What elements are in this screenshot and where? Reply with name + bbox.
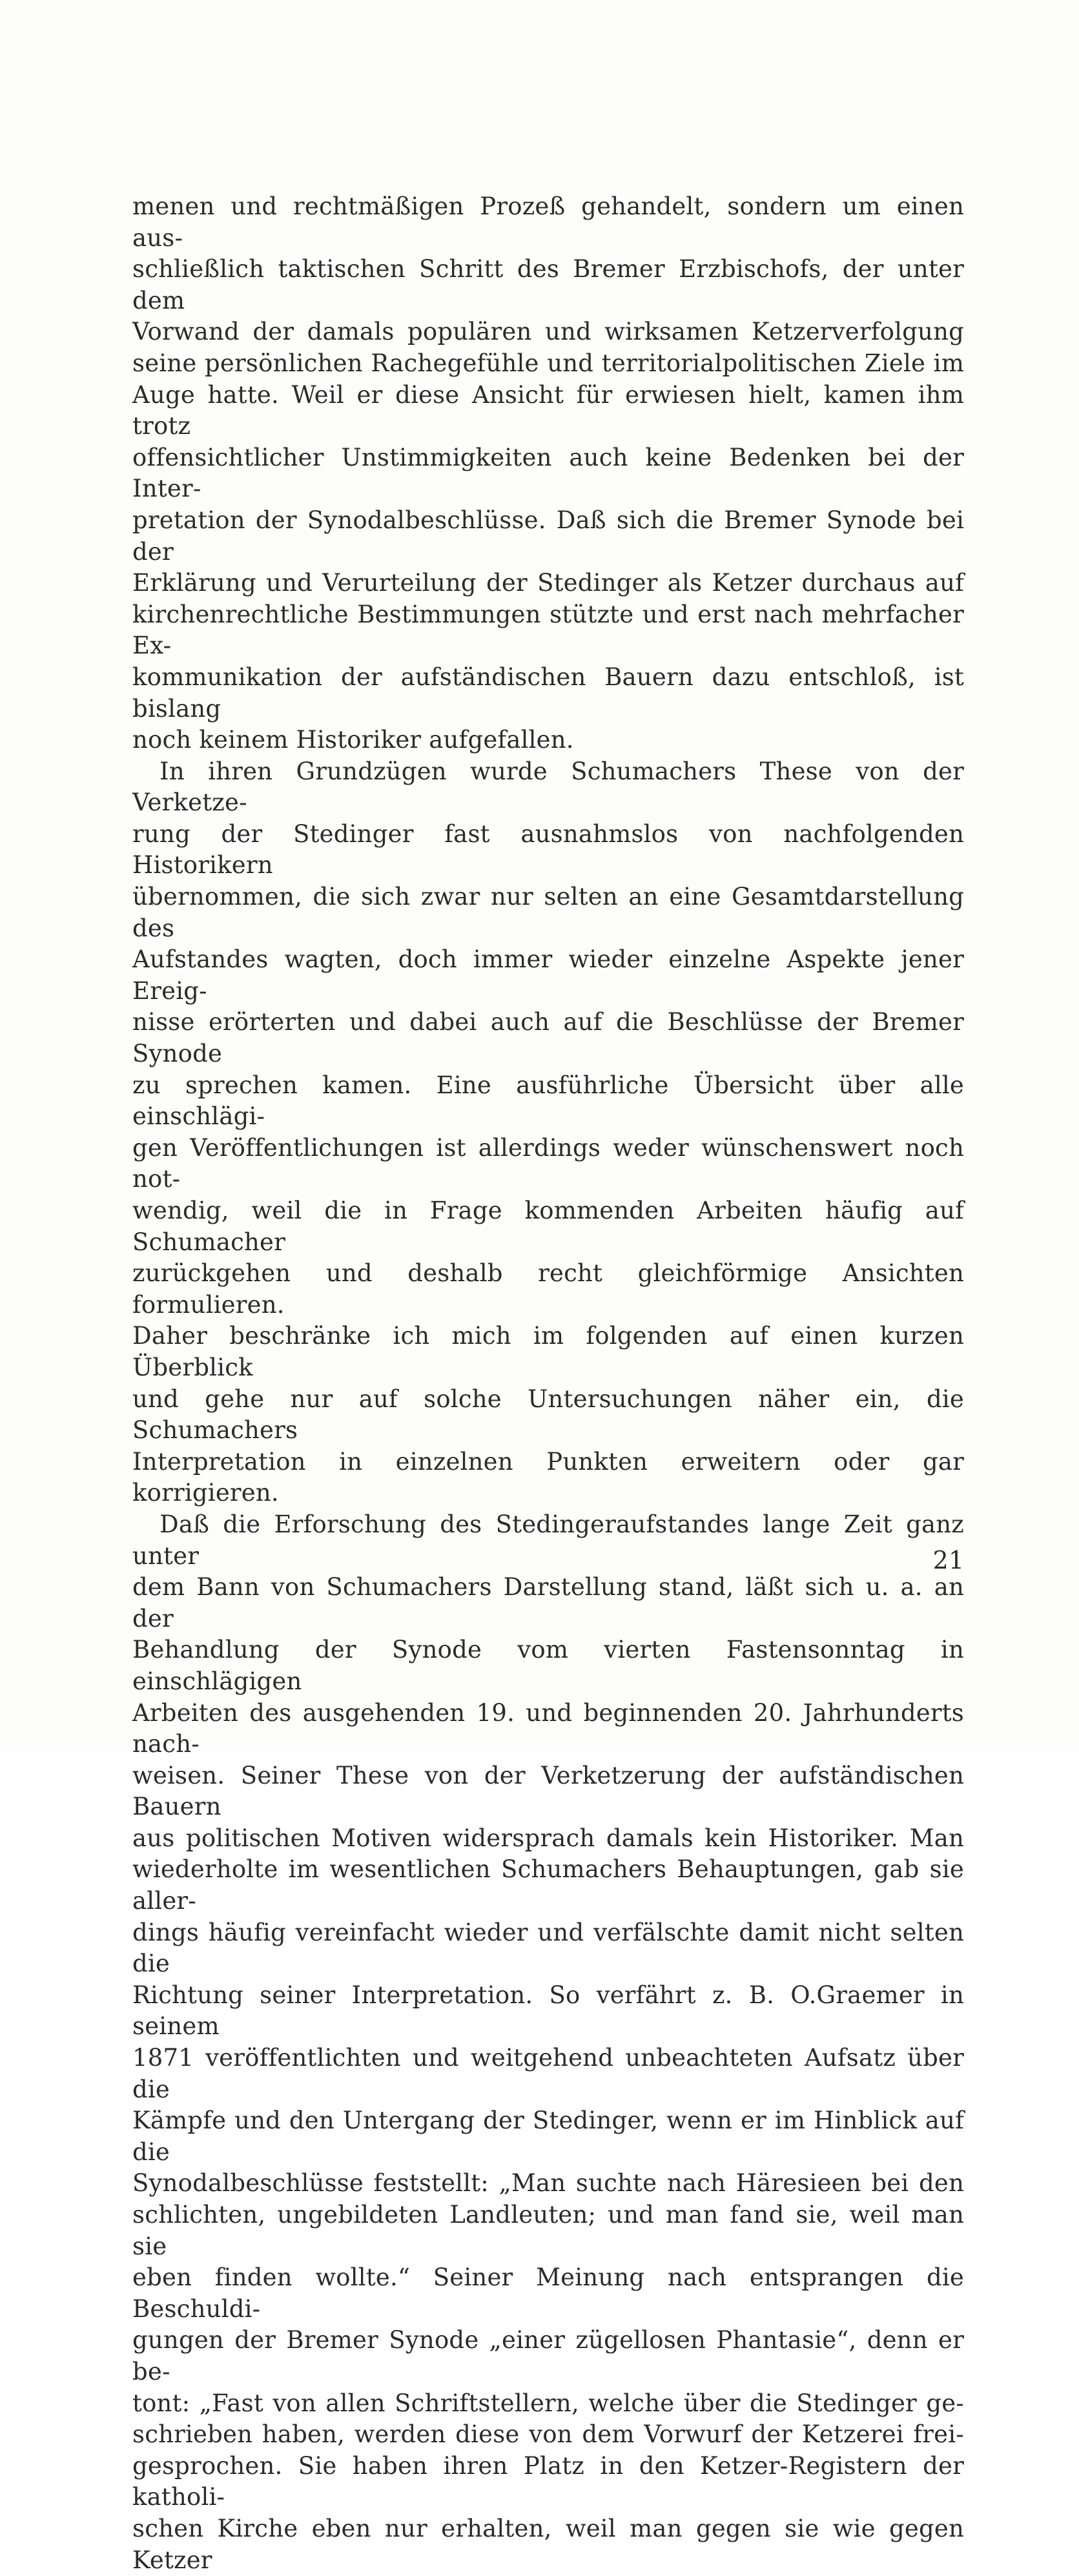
text-line: Erklärung und Verurteilung der Stedinger als Ketzer durchaus auf [132,569,964,597]
text-line: offensichtlicher Unstimmigkeiten auch keine Bedenken bei der Inter- [132,443,964,503]
text-line: nisse erörterten und dabei auch auf die Beschlüsse der Bremer Synode [132,1008,964,1068]
text-line: weisen. Seiner These von der Verketzerung der aufständischen Bauern [132,1761,964,1821]
text-line: kirchenrechtliche Bestimmungen stützte und erst nach mehrfacher Ex- [132,600,964,660]
paragraph [132,1509,964,2576]
text-line: gen Veröffentlichungen ist allerdings weder wünschenswert noch not- [132,1133,964,1193]
paragraph [132,756,964,1509]
paragraph [132,191,964,756]
text-line: gesprochen. Sie haben ihren Platz in den Ketzer-Registern der katholi- [132,2451,964,2511]
text-line: gungen der Bremer Synode „einer zügellosen Phantasie“, denn er be- [132,2326,964,2385]
text-line: zurückgehen und deshalb recht gleichförmige Ansichten formulieren. [132,1259,964,1319]
page-number: 21 [932,1546,964,1574]
text-line: Richtung seiner Interpretation. So verfährt z. B. O.Graemer in seinem [132,1981,964,2041]
text-line: schlichten, ungebildeten Landleuten; und man fand sie, weil man sie [132,2201,964,2260]
text-line: Auge hatte. Weil er diese Ansicht für erwiesen hielt, kamen ihm trotz [132,380,964,440]
text-line: übernommen, die sich zwar nur selten an eine Gesamtdarstellung des [132,883,964,942]
text-line: rung der Stedinger fast ausnahmslos von nachfolgenden Historikern [132,819,964,880]
text-line: Arbeiten des ausgehenden 19. und beginnenden 20. Jahrhunderts nach- [132,1698,964,1758]
text-line: Daß die Erforschung des Stedingeraufstandes lange Zeit ganz unter [132,1510,964,1570]
text-line: Vorwand der damals populären und wirksamen Ketzerverfolgung [132,318,964,346]
text-line: tont: „Fast von allen Schriftstellern, welche über die Stedinger ge- [132,2389,964,2417]
text-line: Daher beschränke ich mich im folgenden auf einen kurzen Überblick [132,1322,964,1381]
text-line: Kämpfe und den Untergang der Stedinger, wenn er im Hinblick auf die [132,2107,964,2166]
text-line: aus politischen Motiven widersprach damals kein Historiker. Man [132,1824,964,1852]
text-line: und gehe nur auf solche Untersuchungen näher ein, die Schumachers [132,1385,964,1445]
text-line: eben finden wollte.“ Seiner Meinung nach entsprangen die Beschuldi- [132,2263,964,2323]
text-line: schrieben haben, werden diese von dem Vorwurf der Ketzerei frei- [132,2420,964,2449]
text-line: Behandlung der Synode vom vierten Fastensonntag in einschlägigen [132,1636,964,1695]
text-line: menen und rechtmäßigen Prozeß gehandelt, sondern um einen aus- [132,192,964,252]
text-line: Interpretation in einzelnen Punkten erweitern oder gar korrigieren. [132,1447,964,1507]
text-line: Synodalbeschlüsse feststellt: „Man suchte nach Häresieen bei den [132,2169,964,2198]
text-line: schließlich taktischen Schritt des Bremer Erzbischofs, der unter dem [132,255,964,314]
text-line: 1871 veröffentlichten und weitgehend unbeachteten Aufsatz über die [132,2044,964,2103]
text-line: In ihren Grundzügen wurde Schumachers These von der Verketze- [132,757,964,817]
text-line: wiederholte im wesentlichen Schumachers Behauptungen, gab sie aller- [132,1855,964,1915]
text-line: Aufstandes wagten, doch immer wieder einzelne Aspekte jener Ereig- [132,945,964,1005]
text-line: noch keinem Historiker aufgefallen. [132,726,574,754]
text-line: zu sprechen kamen. Eine ausführliche Übersicht über alle einschlägi- [132,1071,964,1131]
text-line: kommunikation der aufständischen Bauern dazu entschloß, ist bislang [132,663,964,723]
text-line: wendig, weil die in Frage kommenden Arbeiten häufig auf Schumacher [132,1197,964,1256]
text-line: schen Kirche eben nur erhalten, weil man gegen sie wie gegen Ketzer [132,2514,964,2574]
text-line: pretation der Synodalbeschlüsse. Daß sich die Bremer Synode bei der [132,506,964,566]
text-line: seine persönlichen Rachegefühle und territorialpolitischen Ziele im [132,349,964,377]
text-block [132,191,964,2576]
text-line: dem Bann von Schumachers Darstellung stand, läßt sich u. a. an der [132,1573,964,1633]
text-line: dings häufig vereinfacht wieder und verfälschte damit nicht selten die [132,1918,964,1978]
